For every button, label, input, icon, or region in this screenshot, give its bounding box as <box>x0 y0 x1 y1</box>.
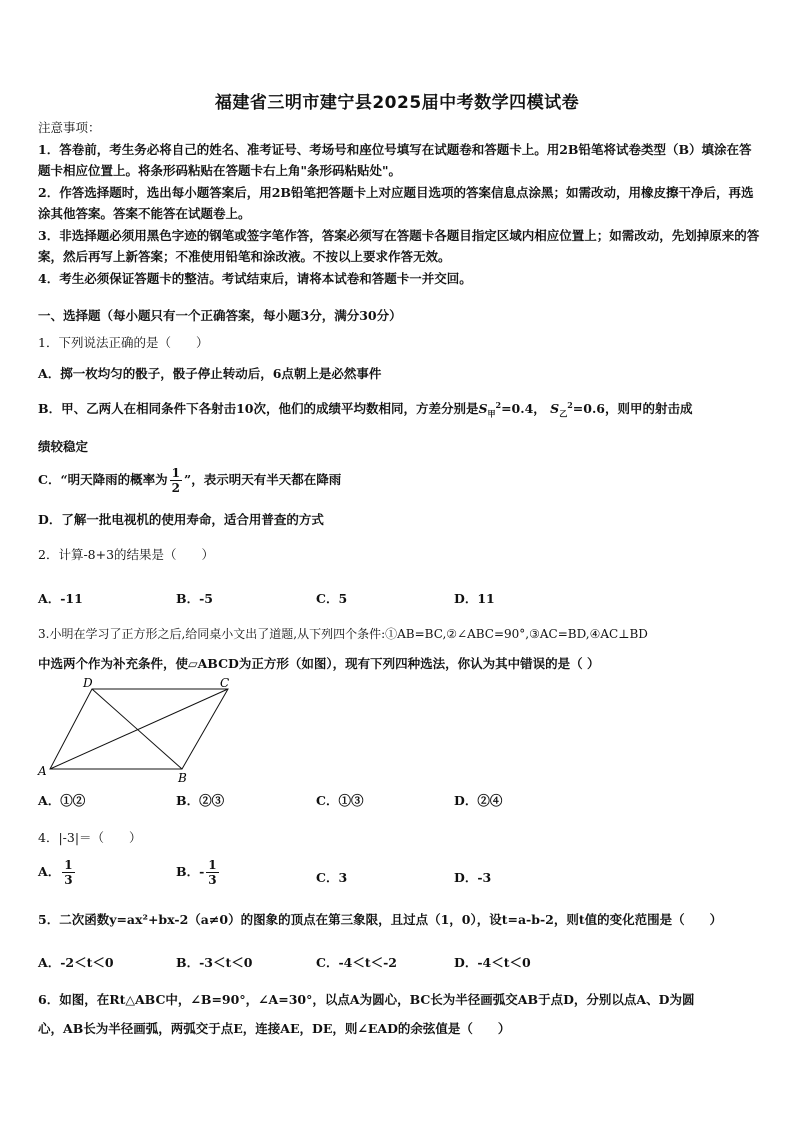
fraction: $\frac{1}{2}$ <box>171 466 180 495</box>
question-5-stem: 5．二次函数y=ax²+bx-2（a≠0）的图象的顶点在第三象限，且过点（1，0），设t=a-b-2，则t值的变化范围是（ ） <box>38 912 723 927</box>
note-item: 1．答卷前，考生务必将自己的姓名、准考证号、考场号和座位号填写在试题卷和答题卡上。用2B铅笔将试卷类型（B）填涂在答题卡相应位置上。将条形码粘贴在答题卡右上角"条形码粘贴处"。 <box>38 141 752 178</box>
question-1-option-c: C．“明天降雨的概率为 $\frac{1}{2}$ ”，表示明天有半天都在降雨 <box>38 466 342 495</box>
question-3-option-a: A．①② <box>38 793 86 808</box>
question-3-option-c: C．①③ <box>316 793 364 808</box>
question-2-option-c: C．5 <box>316 591 348 606</box>
question-6-line1: 6．如图，在Rt△ABC中，∠B=90°，∠A=30°，以点A为圆心，BC长为半径画弧交AB于点D，分别以点A、D为圆 <box>38 992 695 1007</box>
question-3-option-b: B．②③ <box>176 793 225 808</box>
question-5-option-d: D．-4＜t＜0 <box>454 955 531 970</box>
question-5-option-c: C．-4＜t＜-2 <box>316 955 397 970</box>
vertex-label-b: B <box>178 771 187 785</box>
question-4-stem: 4．|-3|＝（ ） <box>38 830 142 845</box>
question-3-stem-line2: 中选两个作为补充条件，使▱ABCD为正方形（如图），现有下列四种选法，你认为其中错误的是（ ） <box>38 656 600 671</box>
question-5-option-a: A．-2＜t＜0 <box>38 955 114 970</box>
question-5-option-b: B．-3＜t＜0 <box>176 955 253 970</box>
note-item: 4．考生必须保证答题卡的整洁。考试结束后，请将本试卷和答题卡一并交回。 <box>38 270 472 286</box>
page-title: 福建省三明市建宁县2025届中考数学四模试卷 <box>214 93 580 113</box>
question-1-option-a: A．掷一枚均匀的骰子，骰子停止转动后，6点朝上是必然事件 <box>38 366 382 381</box>
question-2-stem: 2．计算-8+3的结果是（ ） <box>38 547 215 562</box>
question-1-stem: 1．下列说法正确的是（ ） <box>38 335 209 350</box>
notes-heading: 注意事项： <box>38 120 101 135</box>
question-3-option-d: D．②④ <box>454 793 503 808</box>
question-4-option-b: B．- $\frac{1}{3}$ <box>176 858 217 887</box>
fraction: $\frac{1}{3}$ <box>64 858 73 887</box>
note-item: 2．作答选择题时，选出每小题答案后，用2B铅笔把答题卡上对应题目选项的答案信息点涂黑；如需改动，用橡皮擦干净后，再选涂其他答案。答案不能答在试题卷上。 <box>38 184 754 221</box>
fraction: $\frac{1}{3}$ <box>208 858 217 887</box>
question-4-option-a: A． $\frac{1}{3}$ <box>38 858 73 887</box>
question-2-option-d: D．11 <box>454 591 495 606</box>
parallelogram-figure <box>32 676 242 786</box>
vertex-label-d: D <box>83 676 93 690</box>
vertex-label-c: C <box>220 676 230 690</box>
question-2-option-a: A．-11 <box>38 591 83 606</box>
diagonal-bd <box>92 689 182 769</box>
question-1-option-b: B．甲、乙两人在相同条件下各射击10次，他们的成绩平均数相同，方差分别是$S_甲^2=0.4$， $S_乙^2=0.6$，则甲的射击成 <box>38 399 693 419</box>
diagonal-ac <box>50 689 228 769</box>
question-1-option-d: D．了解一批电视机的使用寿命，适合用普查的方式 <box>38 512 324 527</box>
section-heading: 一、选择题（每小题只有一个正确答案，每小题3分，满分30分） <box>38 308 402 323</box>
note-item: 3．非选择题必须用黑色字迹的钢笔或签字笔作答，答案必须写在答题卡各题目指定区域内相应位置上；如需改动，先划掉原来的答案，然后再写上新答案；不准使用铅笔和涂改液。不按以上要求作答无效。 <box>38 227 760 264</box>
question-4-option-d: D．-3 <box>454 870 492 885</box>
question-4-option-c: C．3 <box>316 870 348 885</box>
vertex-label-a: A <box>38 764 47 778</box>
question-2-option-b: B．-5 <box>176 591 213 606</box>
question-6-line2: 心，AB长为半径画弧，两弧交于点E，连接AE，DE，则∠EAD的余弦值是（ ） <box>38 1021 511 1036</box>
question-3-stem-line1: 3.小明在学习了正方形之后,给同桌小文出了道题,从下列四个条件:①AB=BC,②∠ABC=90°,③AC=BD,④AC⊥BD <box>38 627 648 641</box>
question-1-option-b-cont: 绩较稳定 <box>38 439 89 454</box>
notes-block <box>38 117 760 289</box>
